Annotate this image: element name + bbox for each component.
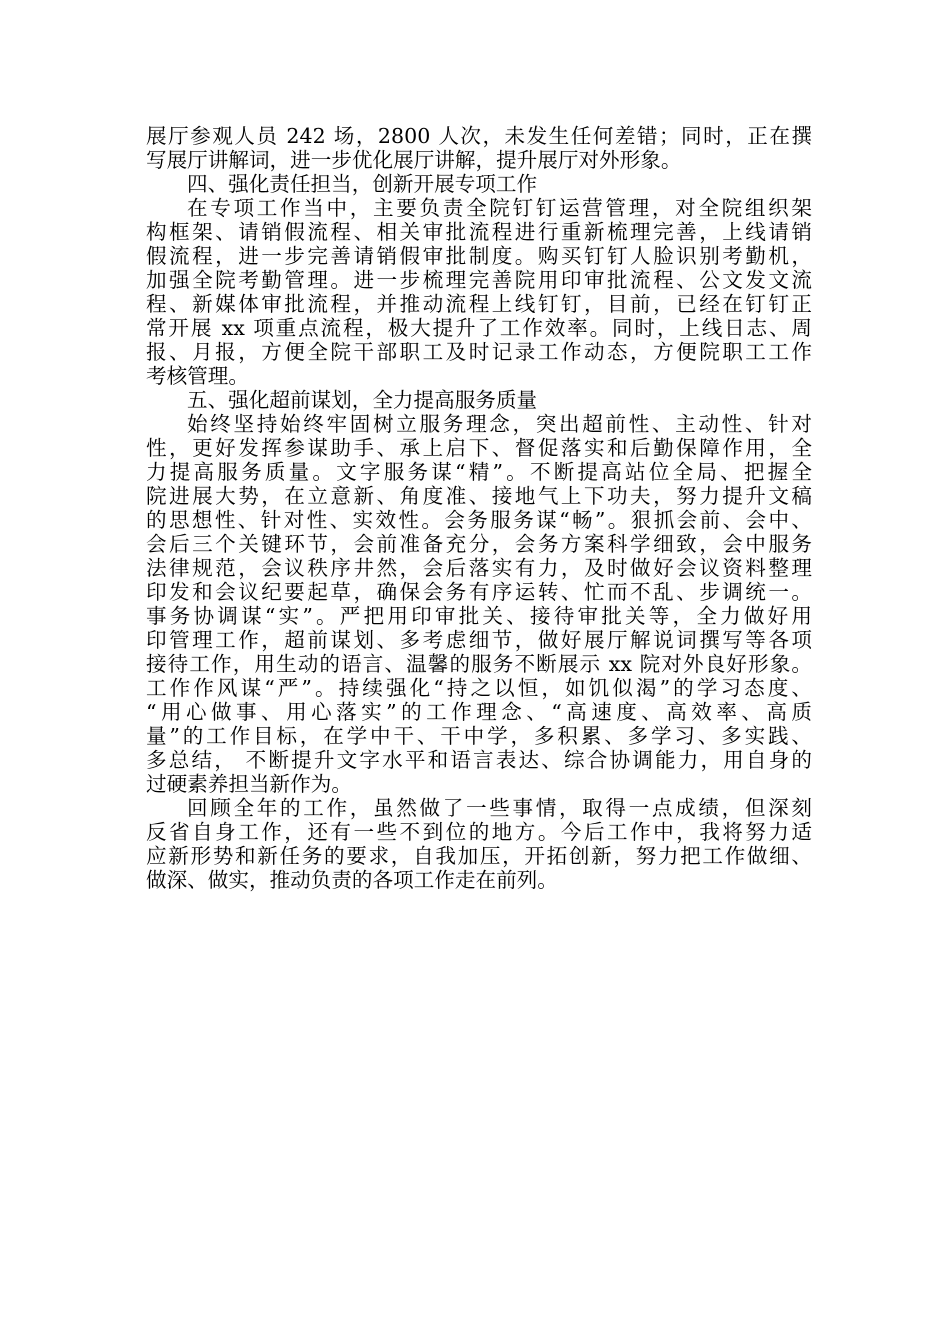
text-line: “用心做事、用心落实”的工作理念、“高速度、高效率、高质 [146,700,812,724]
text-line: 多总结， 不断提升文字水平和语言表达、综合协调能力，用自身的 [146,748,812,772]
text-line: 会后三个关键环节，会前准备充分，会务方案科学细致，会中服务 [146,532,812,556]
text-line: 常开展 xx 项重点流程，极大提升了工作效率。同时，上线日志、周 [146,316,812,340]
text-line: 写展厅讲解词，进一步优化展厅讲解，提升展厅对外形象。 [146,148,682,172]
text-line: 工作作风谋“严”。持续强化“持之以恒，如饥似渴”的学习态度、 [146,676,812,700]
text-line: 印发和会议纪要起草，确保会务有序运转、忙而不乱、步调统一。 [146,580,812,604]
text-line: 构框架、请销假流程、相关审批流程进行重新梳理完善，上线请销 [146,220,812,244]
text-line: 法律规范，会议秩序井然，会后落实有力，及时做好会议资料整理 [146,556,812,580]
text-line: 应新形势和新任务的要求，自我加压，开拓创新，努力把工作做细、 [146,844,812,868]
text-line: 事务协调谋“实”。严把用印审批关、接待审批关等，全力做好用 [146,604,812,628]
text-line: 性，更好发挥参谋助手、承上启下、督促落实和后勤保障作用，全 [146,436,812,460]
text-line: 报、月报，方便全院干部职工及时记录工作动态，方便院职工工作 [146,340,812,364]
paragraph-first-line: 五、强化超前谋划，全力提高服务质量 [187,388,538,412]
text-line: 展厅参观人员 242 场，2800 人次，未发生任何差错；同时，正在撰 [146,124,812,148]
text-line: 印管理工作，超前谋划、多考虑细节，做好展厅解说词撰写等各项 [146,628,812,652]
text-line: 接待工作，用生动的语言、温馨的服务不断展示 xx 院对外良好形象。 [146,652,812,676]
document-body [146,124,812,892]
paragraph-first-line: 四、强化责任担当，创新开展专项工作 [187,172,538,196]
text-line: 做深、做实，推动负责的各项工作走在前列。 [146,868,558,892]
text-line: 反省自身工作，还有一些不到位的地方。今后工作中，我将努力适 [146,820,812,844]
text-line: 量”的工作目标，在学中干、干中学，多积累、多学习、多实践、 [146,724,812,748]
text-line: 考核管理。 [146,364,249,388]
text-line: 假流程，进一步完善请销假审批制度。购买钉钉人脸识别考勤机， [146,244,812,268]
text-line: 的思想性、针对性、实效性。会务服务谋“畅”。狠抓会前、会中、 [146,508,812,532]
paragraph-first-line: 始终坚持始终牢固树立服务理念，突出超前性、主动性、针对 [187,412,812,436]
text-line: 院进展大势，在立意新、角度准、接地气上下功夫，努力提升文稿 [146,484,812,508]
paragraph-first-line: 在专项工作当中，主要负责全院钉钉运营管理，对全院组织架 [187,196,812,220]
text-line: 过硬素养担当新作为。 [146,772,352,796]
text-line: 程、新媒体审批流程，并推动流程上线钉钉，目前，已经在钉钉正 [146,292,812,316]
text-line: 力提高服务质量。文字服务谋“精”。不断提高站位全局、把握全 [146,460,812,484]
paragraph-first-line: 回顾全年的工作，虽然做了一些事情，取得一点成绩，但深刻 [187,796,812,820]
text-line: 加强全院考勤管理。进一步梳理完善院用印审批流程、公文发文流 [146,268,812,292]
